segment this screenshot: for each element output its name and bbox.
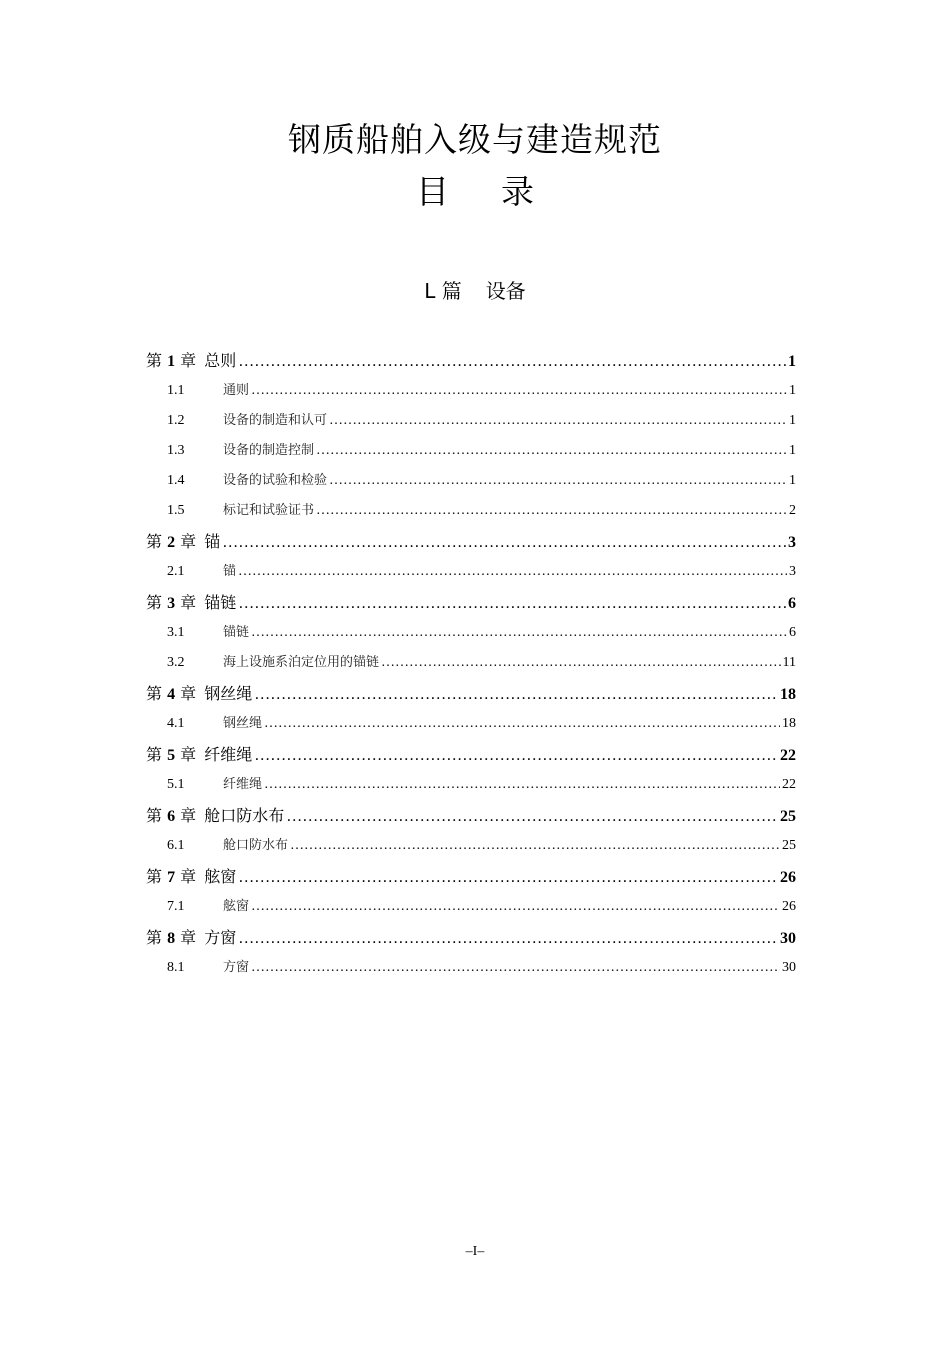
document-title: 钢质船舶入级与建造规范 [288, 120, 662, 159]
toc-entry-number: 2.1 [167, 564, 185, 579]
part-heading [0, 277, 950, 305]
toc-entry-number: 6.1 [167, 838, 185, 853]
toc-page-number: 1 [788, 353, 796, 370]
toc-chapter-row[interactable] [146, 526, 796, 557]
toc-leader-dots [254, 679, 778, 710]
toc-section-row[interactable] [146, 953, 796, 983]
toc-entry-title: 设备的制造控制 [223, 443, 315, 458]
toc-section-row[interactable] [146, 406, 796, 436]
toc-page-number: 3 [788, 534, 796, 551]
toc-entry-title: 标记和试验证书 [223, 503, 315, 518]
toc-leader-dots [238, 923, 778, 954]
toc-entry-title: 设备的试验和检验 [223, 473, 328, 488]
toc-entry-title: 钢丝绳 [204, 684, 253, 703]
table-of-contents [146, 345, 796, 983]
toc-chapter-row[interactable] [146, 922, 796, 953]
toc-entry-number: 4.1 [167, 716, 185, 731]
toc-entry-number: 1.3 [167, 443, 185, 458]
toc-entry-title: 舱口防水布 [223, 838, 289, 853]
toc-entry-title: 锚链 [223, 625, 250, 640]
toc-leader-dots [238, 588, 786, 619]
toc-entry-title: 钢丝绳 [223, 716, 263, 731]
toc-page-number: 3 [789, 564, 796, 579]
toc-leader-dots [381, 648, 781, 678]
toc-section-row[interactable] [146, 648, 796, 678]
toc-page-number: 2 [789, 503, 796, 518]
toc-entry-title: 方窗 [223, 960, 250, 975]
toc-leader-dots [251, 376, 787, 406]
toc-leader-dots [251, 892, 780, 922]
toc-entry-title: 设备的制造和认可 [223, 413, 328, 428]
toc-section-row[interactable] [146, 376, 796, 406]
toc-page-number: 18 [782, 716, 796, 731]
toc-leader-dots [264, 709, 780, 739]
toc-entry-title: 锚 [223, 564, 237, 579]
toc-entry-number: 3.1 [167, 625, 185, 640]
toc-leader-dots [290, 831, 780, 861]
toc-entry-number: 3.2 [167, 655, 185, 670]
toc-page-number: 22 [780, 747, 796, 764]
toc-entry-number: 8.1 [167, 960, 185, 975]
toc-leader-dots [238, 557, 787, 587]
toc-section-row[interactable] [146, 709, 796, 739]
toc-entry-number: 第 2 章 [146, 532, 197, 551]
toc-leader-dots [222, 527, 786, 558]
toc-page-number: 11 [782, 655, 796, 670]
part-label: L 篇 [424, 279, 462, 303]
toc-page-number: 18 [780, 686, 796, 703]
toc-section-row[interactable] [146, 892, 796, 922]
toc-entry-number: 第 8 章 [146, 928, 197, 947]
toc-entry-title: 舷窗 [223, 899, 250, 914]
toc-entry-number: 7.1 [167, 899, 185, 914]
toc-leader-dots [264, 770, 780, 800]
toc-entry-title: 通则 [223, 383, 250, 398]
page-footer: –I– [465, 1244, 485, 1259]
toc-page-number: 6 [789, 625, 796, 640]
toc-page-number: 1 [789, 413, 796, 428]
toc-page-number: 22 [782, 777, 796, 792]
toc-entry-title: 海上设施系泊定位用的锚链 [223, 655, 380, 670]
toc-leader-dots [329, 406, 787, 436]
toc-chapter-row[interactable] [146, 739, 796, 770]
toc-entry-title: 舷窗 [204, 867, 237, 886]
toc-entry-title: 锚链 [204, 593, 237, 612]
toc-leader-dots [251, 953, 780, 983]
toc-page-number: 26 [780, 869, 796, 886]
toc-entry-title: 方窗 [204, 928, 237, 947]
toc-page-number: 25 [780, 808, 796, 825]
toc-chapter-row[interactable] [146, 345, 796, 376]
toc-entry-title: 纤维绳 [223, 777, 263, 792]
toc-page-number: 30 [782, 960, 796, 975]
toc-section-row[interactable] [146, 770, 796, 800]
toc-chapter-row[interactable] [146, 861, 796, 892]
toc-entry-number: 第 3 章 [146, 593, 197, 612]
toc-entry-number: 1.4 [167, 473, 185, 488]
toc-entry-number: 1.2 [167, 413, 185, 428]
toc-section-row[interactable] [146, 831, 796, 861]
toc-section-row[interactable] [146, 466, 796, 496]
toc-section-row[interactable] [146, 557, 796, 587]
toc-chapter-row[interactable] [146, 800, 796, 831]
toc-leader-dots [316, 436, 787, 466]
toc-page-number: 1 [789, 473, 796, 488]
toc-section-row[interactable] [146, 496, 796, 526]
toc-page-number: 1 [789, 383, 796, 398]
toc-page-number: 6 [788, 595, 796, 612]
toc-entry-number: 5.1 [167, 777, 185, 792]
toc-entry-title: 总则 [204, 351, 237, 370]
toc-chapter-row[interactable] [146, 678, 796, 709]
toc-leader-dots [238, 346, 786, 377]
toc-chapter-row[interactable] [146, 587, 796, 618]
toc-entry-number: 1.5 [167, 503, 185, 518]
toc-leader-dots [238, 862, 778, 893]
toc-entry-number: 第 1 章 [146, 351, 197, 370]
document-subtitle: 目录 [416, 172, 586, 211]
toc-entry-title: 锚 [204, 532, 221, 551]
toc-page-number: 26 [782, 899, 796, 914]
toc-page-number: 25 [782, 838, 796, 853]
toc-leader-dots [316, 496, 787, 526]
toc-section-row[interactable] [146, 618, 796, 648]
toc-section-row[interactable] [146, 436, 796, 466]
toc-page-number: 1 [789, 443, 796, 458]
toc-entry-title: 纤维绳 [204, 745, 253, 764]
toc-entry-number: 第 4 章 [146, 684, 197, 703]
toc-entry-title: 舱口防水布 [204, 806, 285, 825]
toc-entry-number: 第 5 章 [146, 745, 197, 764]
toc-entry-number: 1.1 [167, 383, 185, 398]
toc-leader-dots [251, 618, 787, 648]
part-title: 设备 [485, 279, 526, 303]
toc-leader-dots [286, 801, 778, 832]
toc-page-number: 30 [780, 930, 796, 947]
toc-entry-number: 第 7 章 [146, 867, 197, 886]
toc-leader-dots [254, 740, 778, 771]
toc-leader-dots [329, 466, 787, 496]
toc-entry-number: 第 6 章 [146, 806, 197, 825]
